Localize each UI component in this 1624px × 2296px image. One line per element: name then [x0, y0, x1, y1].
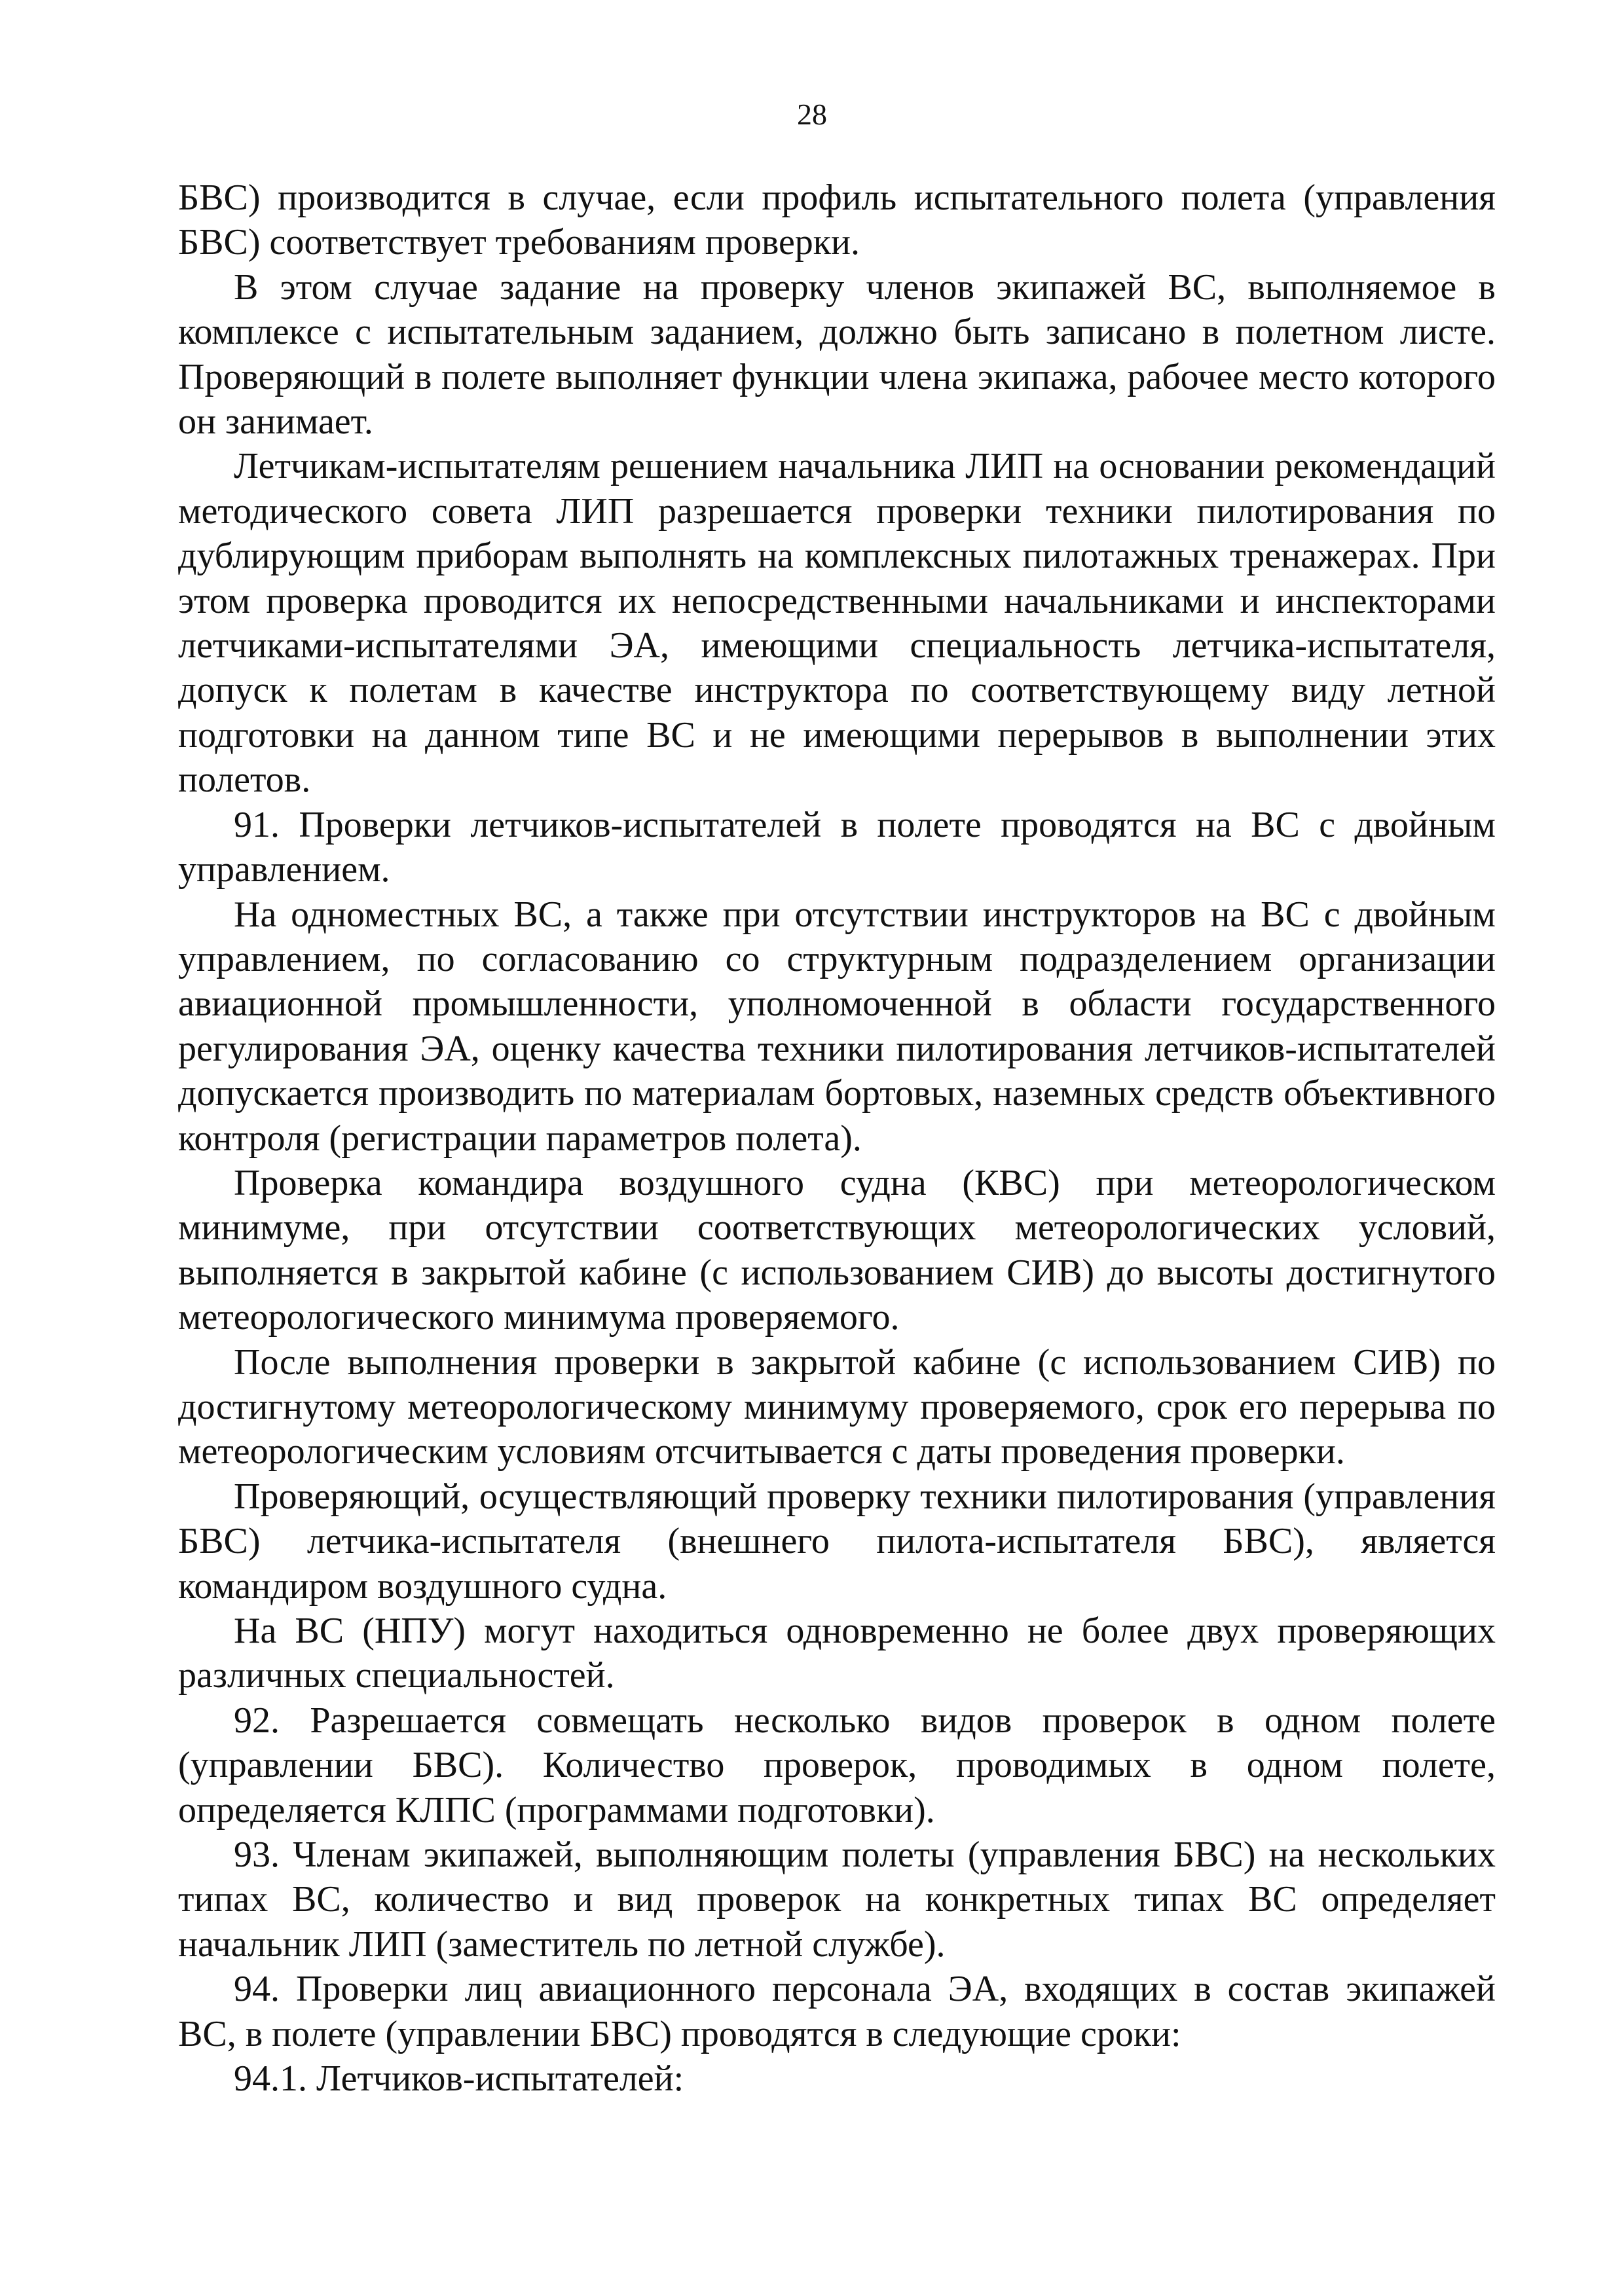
paragraph: БВС) производится в случае, если профиль испытательного полета (управления БВС) соответствует требованиям проверки.: [178, 177, 1496, 263]
paragraph-item-91: 91. Проверки летчиков-испытателей в полете проводятся на ВС с двойным управлением.: [178, 804, 1496, 890]
paragraph: После выполнения проверки в закрытой кабине (с использованием СИВ) по достигнутому метеорологическому минимуму проверяемого, срок его перерыва по метеорологическим условиям отсчитывается с даты проведения проверки.: [178, 1341, 1496, 1472]
document-body: [178, 175, 1496, 2101]
paragraph-item-94: 94. Проверки лиц авиационного персонала ЭА, входящих в состав экипажей ВС, в полете (управлении БВС) проводятся в следующие сроки:: [178, 1969, 1496, 2054]
page-number: 28: [797, 98, 827, 131]
paragraph: На одноместных ВС, а также при отсутствии инструкторов на ВС с двойным управлением, по согласованию со структурным подразделением организации авиационной промышленности, уполномоченной в области государственного регулирования ЭА, оценку качества техники пилотирования летчиков-испытателей допускается производить по материалам бортовых, наземных средств объективного контроля (регистрации параметров полета).: [178, 894, 1496, 1159]
paragraph: Проверяющий, осуществляющий проверку техники пилотирования (управления БВС) летчика-испытателя (внешнего пилота-испытателя БВС), является командиром воздушного судна.: [178, 1476, 1496, 1607]
paragraph-item-94-1: 94.1. Летчиков-испытателей:: [234, 2058, 684, 2100]
paragraph-item-93: 93. Членам экипажей, выполняющим полеты (управления БВС) на нескольких типах ВС, количество и вид проверок на конкретных типах ВС определяет начальник ЛИП (заместитель по летной службе).: [178, 1834, 1496, 1965]
paragraph: Летчикам-испытателям решением начальника ЛИП на основании рекомендаций методического совета ЛИП разрешается проверки техники пилотирования по дублирующим приборам выполнять на комплексных пилотажных тренажерах. При этом проверка проводится их непосредственными начальниками и инспекторами летчиками-испытателями ЭА, имеющими специальность летчика-испытателя, допуск к полетам в качестве инструктора по соответствующему виду летной подготовки на данном типе ВС и не имеющими перерывов в выполнении этих полетов.: [178, 446, 1496, 801]
paragraph: На ВС (НПУ) могут находиться одновременно не более двух проверяющих различных специальностей.: [178, 1611, 1496, 1696]
paragraph: В этом случае задание на проверку членов экипажей ВС, выполняемое в комплексе с испытательным заданием, должно быть записано в полетном листе. Проверяющий в полете выполняет функции члена экипажа, рабочее место которого он занимает.: [178, 266, 1496, 443]
paragraph: Проверка командира воздушного судна (КВС) при метеорологическом минимуме, при отсутствии соответствующих метеорологических условий, выполняется в закрытой кабине (с использованием СИВ) до высоты достигнутого метеорологического минимума проверяемого.: [178, 1162, 1496, 1338]
paragraph-item-92: 92. Разрешается совмещать несколько видов проверок в одном полете (управлении БВС). Количество проверок, проводимых в одном полете, определяется КЛПС (программами подготовки).: [178, 1700, 1496, 1831]
